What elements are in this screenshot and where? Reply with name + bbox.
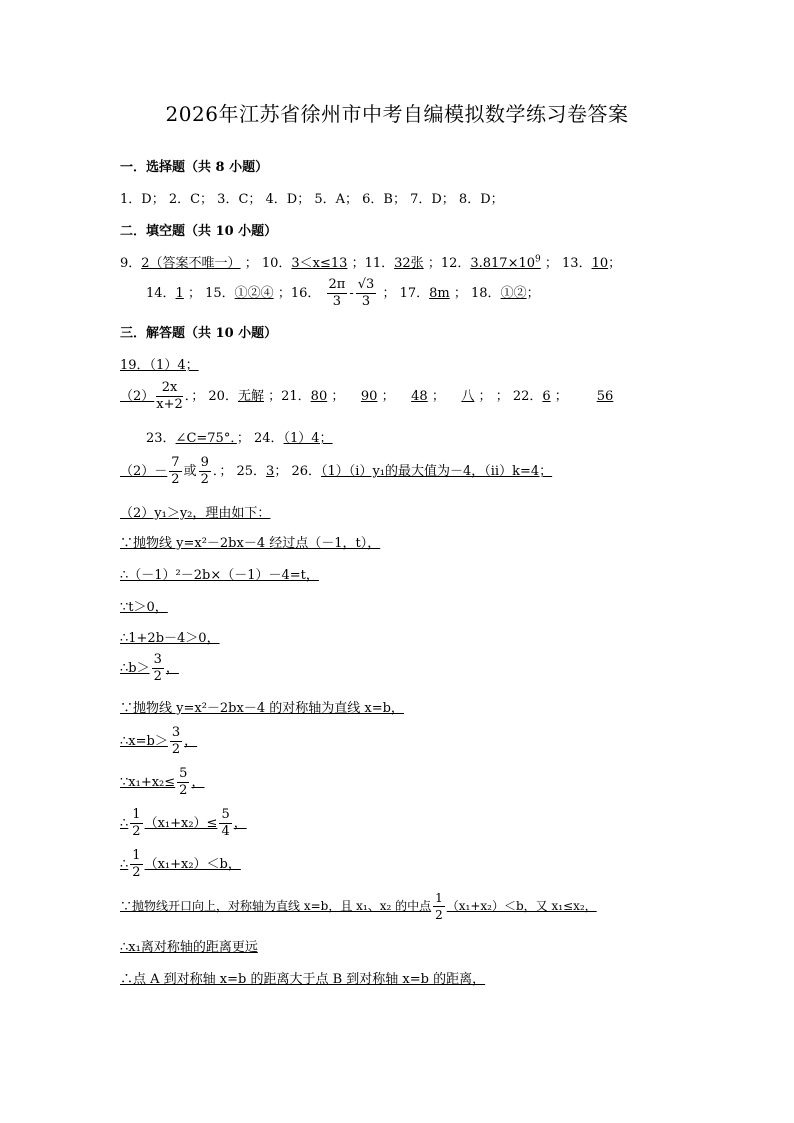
- answer: 32张: [394, 256, 424, 271]
- fill-answers-row-2: 14．1 ； 15．①②④ ；16． $\frac{2\pi}{3}$ - $\frac{√3}{3}$ ； 17．8m ； 18．①②；: [146, 277, 540, 309]
- answer-row-24: （2）－ $\frac{7}{2}$ 或 $\frac{9}{2}$ ．； 25．3； 26．（1）（ⅰ）y₁的最大值为－4，（ⅱ）k=4；: [120, 455, 553, 487]
- answer-row-23: 23．∠C=75°．； 24．（1）4；: [146, 431, 333, 446]
- proof-line: ∴（－1）²－2b×（－1）－4=t，: [120, 568, 319, 583]
- proof-line: （2）y₁＞y₂，理由如下：: [120, 506, 271, 521]
- answer: 10: [591, 256, 609, 271]
- proof-line: ∵x₁+x₂≤ $\frac{5}{2}$ ，: [120, 766, 205, 798]
- answer-19: 19．（1）4；: [120, 358, 199, 373]
- proof-line: ∴ $\frac{1}{2}$ （x₁+x₂）≤ $\frac{5}{4}$ ，: [120, 807, 247, 839]
- section-heading-fill: 二．填空题（共 10 小题）: [120, 224, 278, 239]
- proof-line: ∴点 A 到对称轴 x=b 的距离大于点 B 到对称轴 x=b 的距离，: [120, 972, 486, 987]
- q-label: ； 10．: [244, 256, 292, 271]
- answer: 3＜x≤13: [291, 256, 348, 271]
- q-label: ； 13．: [544, 256, 592, 271]
- proof-line: ∴b＞ $\frac{3}{2}$ ，: [120, 652, 179, 684]
- q-label: 9．: [120, 256, 142, 271]
- q-label: ；11．: [351, 256, 395, 271]
- choice-answers: 1．D； 2．C； 3．C； 4．D； 5．A； 6．B； 7．D； 8．D；: [120, 192, 504, 207]
- proof-line: ∵抛物线开口向上，对称轴为直线 x=b，且 x₁、x₂ 的中点 $\frac{1}{2}$ （x₁+x₂）＜b，又 x₁≤x₂，: [120, 891, 597, 922]
- section-heading-choice: 一．选择题（共 8 小题）: [120, 160, 269, 175]
- answer: 2（答案不唯一）: [141, 256, 241, 271]
- page-title: 2026年江苏省徐州市中考自编模拟数学练习卷答案: [165, 102, 629, 126]
- proof-line: ∴ $\frac{1}{2}$ （x₁+x₂）＜b，: [120, 848, 241, 880]
- answer-row-20: （2） $\frac{2x}{x+2}$ ．； 20．无解 ；21．80 ； 90 ； 48 ； 八 ； ； 22．6 ； 56: [120, 380, 614, 412]
- section-heading-solve: 三．解答题（共 10 小题）: [120, 326, 278, 341]
- proof-line: ∵抛物线 y=x²－2bx－4 的对称轴为直线 x=b，: [120, 701, 404, 716]
- proof-line: ∴1+2b－4＞0，: [120, 631, 220, 646]
- answer: $3.817\times 10^9$: [470, 254, 541, 271]
- fraction: $\frac{2\pi}{3}$: [328, 277, 346, 309]
- fraction: $\frac{√3}{3}$: [357, 277, 375, 309]
- proof-line: ∵抛物线 y=x²－2bx－4 经过点（－1，t），: [120, 536, 381, 551]
- fill-answers-row-1: 9．2（答案不唯一） ； 10．3＜x≤13 ；11．32张 ；12．$3.817\times 10^9$ ； 13．10；: [120, 254, 622, 271]
- q-label: ；12．: [427, 256, 471, 271]
- proof-line: ∵t＞0，: [120, 600, 168, 615]
- proof-line: ∴x₁离对称轴的距离更远: [120, 940, 258, 955]
- proof-line: ∴x=b＞ $\frac{3}{2}$ ，: [120, 725, 198, 757]
